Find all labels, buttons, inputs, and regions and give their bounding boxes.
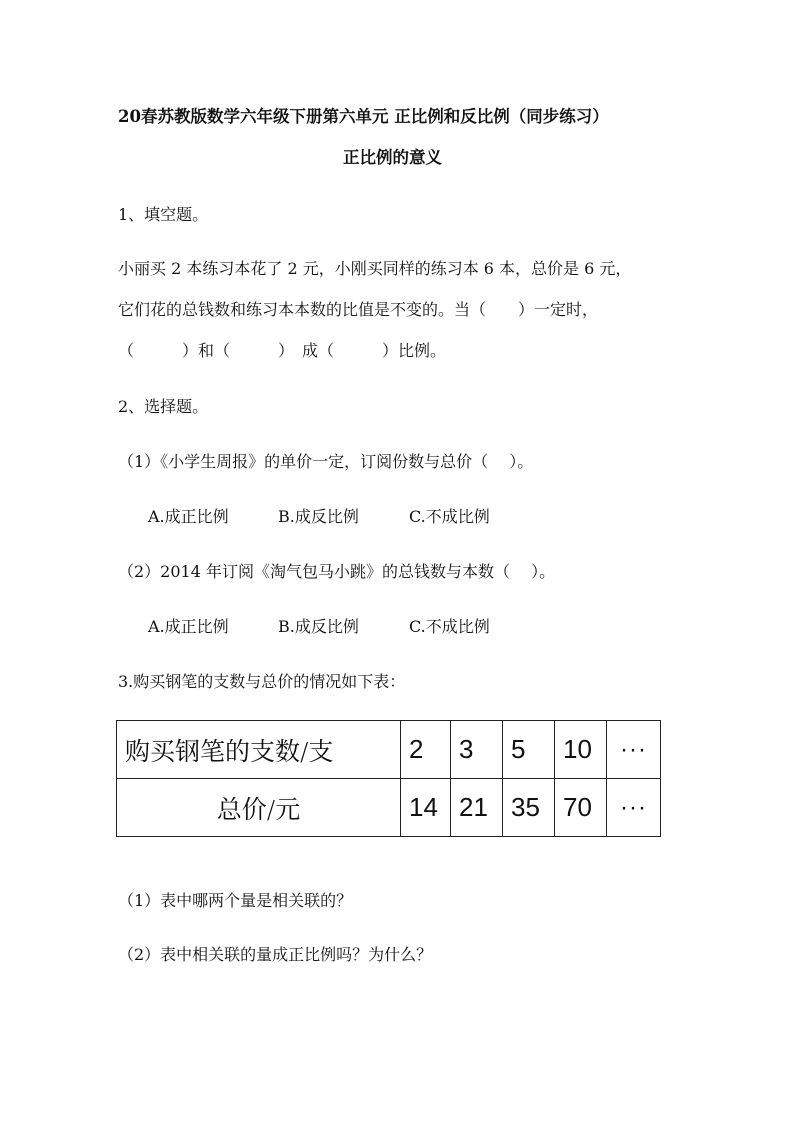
table-cell: 70 xyxy=(555,779,607,837)
q1-option-a: A.成正比例 xyxy=(148,507,229,526)
q1-option-c: C.不成比例 xyxy=(409,507,490,526)
fill-blank-line-2: 它们花的总钱数和练习本本数的比值是不变的。当（ ）一定时， xyxy=(118,300,599,319)
section1-heading: 1、填空题。 xyxy=(118,205,209,224)
table-cell: 5 xyxy=(503,721,555,779)
q2-option-b: B.成反比例 xyxy=(278,617,359,636)
table-question-1: （1）表中哪两个量是相关联的？ xyxy=(118,891,353,910)
table-cell-ellipsis: ··· xyxy=(607,779,661,837)
pen-price-table xyxy=(116,720,661,837)
table-cell: 3 xyxy=(451,721,503,779)
choice-question-2: （2）2014 年订阅《淘气包马小跳》的总钱数与本数（ ）。 xyxy=(118,562,556,581)
table-row xyxy=(117,721,661,779)
section2-heading: 2、选择题。 xyxy=(118,397,209,416)
fill-blank-line-3: （ ）和（ ） 成（ ）比例。 xyxy=(118,341,447,360)
table-cell: 14 xyxy=(401,779,451,837)
row-label-total-price: 总价/元 xyxy=(117,779,401,837)
page-title: 20春苏教版数学六年级下册第六单元 正比例和反比例（同步练习） xyxy=(118,107,609,126)
table-cell: 2 xyxy=(401,721,451,779)
choice-question-1: （1）《小学生周报》的单价一定，订阅份数与总价（ ）。 xyxy=(118,452,534,471)
section3-heading: 3.购买钢笔的支数与总价的情况如下表： xyxy=(118,672,406,691)
table-cell-ellipsis: ··· xyxy=(607,721,661,779)
q1-option-b: B.成反比例 xyxy=(278,507,359,526)
row-label-quantity: 购买钢笔的支数/支 xyxy=(117,721,401,779)
table-cell: 35 xyxy=(503,779,555,837)
table-cell: 21 xyxy=(451,779,503,837)
table-question-2: （2）表中相关联的量成正比例吗？为什么？ xyxy=(118,945,433,964)
fill-blank-line-1: 小丽买 2 本练习本花了 2 元，小刚买同样的练习本 6 本，总价是 6 元， xyxy=(118,259,632,278)
table-cell: 10 xyxy=(555,721,607,779)
table-row xyxy=(117,779,661,837)
page-subtitle: 正比例的意义 xyxy=(343,148,442,167)
q2-option-a: A.成正比例 xyxy=(148,617,229,636)
q2-option-c: C.不成比例 xyxy=(409,617,490,636)
